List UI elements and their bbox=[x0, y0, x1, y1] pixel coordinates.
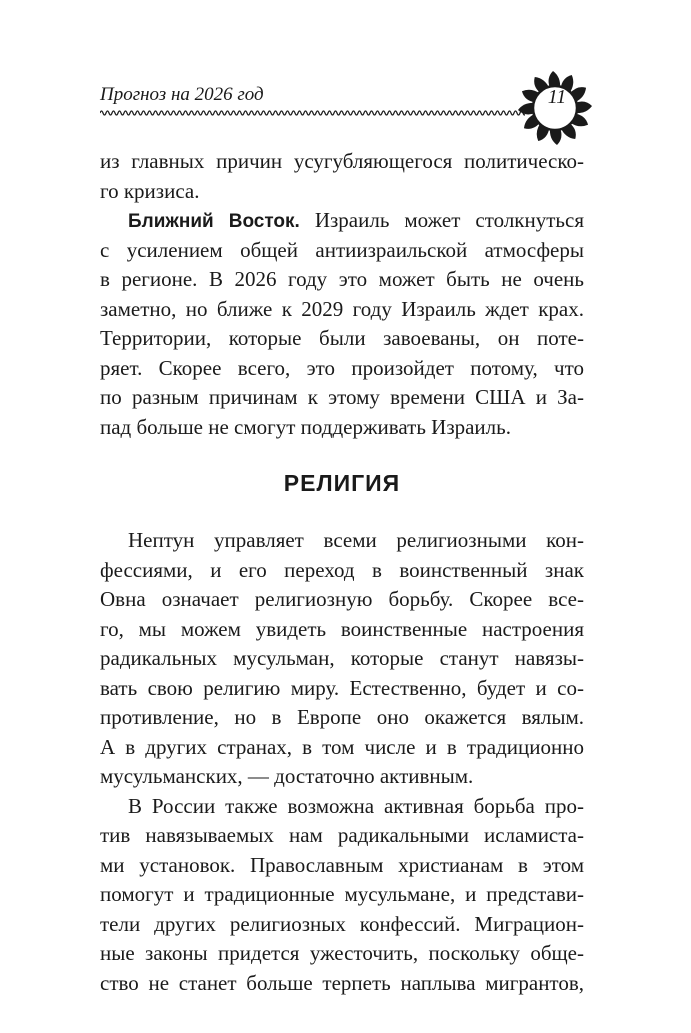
running-title: Прогноз на 2026 год bbox=[100, 84, 264, 105]
text-line: пад больше не смогут поддерживать Израиль. bbox=[100, 414, 511, 439]
text-line: радикальных мусульман, которые станут навязы- bbox=[100, 646, 584, 670]
text-line: из главных причин усугубляющегося политическо- bbox=[100, 149, 584, 173]
bold-lead: Ближний Восток. bbox=[128, 211, 300, 232]
text-line: го, мы можем увидеть воинственные настроения bbox=[100, 616, 584, 641]
text-line: с усилением общей антиизраильской атмосферы bbox=[100, 237, 584, 262]
paragraph-continuation bbox=[100, 147, 584, 206]
page-header bbox=[100, 70, 580, 150]
text-line: ми установок. Православным христианам в этом bbox=[100, 852, 584, 877]
text-line: го кризиса. bbox=[100, 178, 200, 203]
paragraph-religion bbox=[100, 526, 584, 792]
text-line: противление, но в Европе оно окажется вялым. bbox=[100, 705, 584, 729]
text-line: Территории, которые были завоеваны, он поте- bbox=[100, 326, 584, 350]
text-line: ряет. Скорее всего, это произойдет потому, что bbox=[100, 355, 584, 380]
text-line: А в других странах, в том числе и в традиционно bbox=[100, 734, 584, 759]
text-line: в регионе. В 2026 году это может быть не очень bbox=[100, 267, 584, 291]
text-line: мусульманских, — достаточно активным. bbox=[100, 764, 474, 788]
wavy-rule bbox=[100, 108, 525, 118]
sun-ornament-icon bbox=[515, 70, 597, 148]
text-line: тели других религиозных конфессий. Миграцион- bbox=[100, 911, 584, 936]
page-number: 11 bbox=[547, 86, 567, 108]
text-line: фессиями, и его переход в воинственный знак bbox=[100, 557, 584, 582]
section-heading: РЕЛИГИЯ bbox=[283, 470, 401, 496]
text-line: вать свою религию миру. Естественно, будет и со- bbox=[100, 675, 584, 700]
text-line: ные законы придется ужесточить, поскольку обще- bbox=[100, 941, 584, 965]
text-line: Нептун управляет всеми религиозными кон- bbox=[128, 528, 584, 552]
text-line: Овна означает религиозную борьбу. Скорее все- bbox=[100, 587, 584, 611]
text-line: заметно, но ближе к 2029 году Израиль ждет крах. bbox=[100, 296, 584, 321]
text-line bbox=[100, 206, 584, 236]
paragraph-middle-east bbox=[100, 206, 584, 442]
text-line: В России также возможна активная борьба про- bbox=[128, 793, 584, 818]
text-line: ство не станет больше терпеть наплыва мигрантов, bbox=[100, 970, 584, 995]
text-line: по разным причинам к этому времени США и За- bbox=[100, 385, 584, 409]
paragraph-russia bbox=[100, 792, 584, 999]
text-line: помогут и традиционные мусульмане, и представи- bbox=[100, 882, 584, 906]
text-line: тив навязываемых нам радикальными исламиста- bbox=[100, 823, 584, 847]
page-body bbox=[100, 147, 584, 998]
lead-line-rest: Израиль может столкнуться bbox=[299, 208, 584, 232]
